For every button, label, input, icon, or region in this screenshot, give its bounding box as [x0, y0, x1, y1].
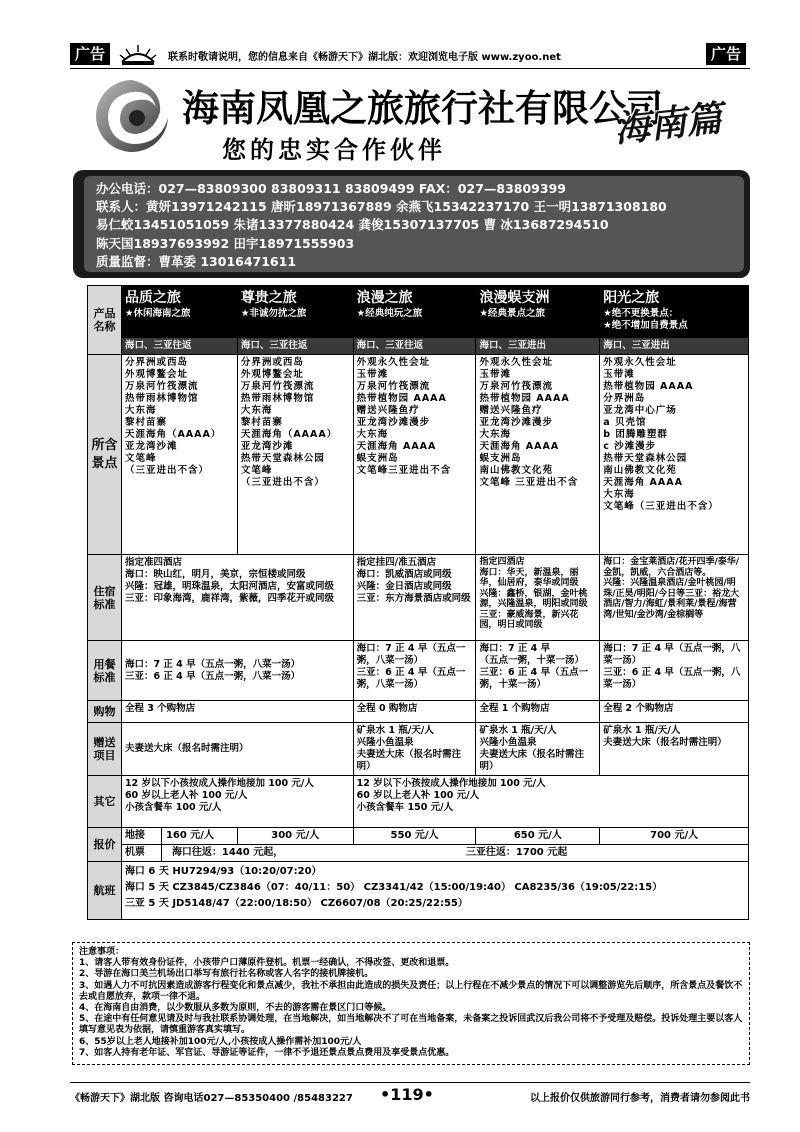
spots-row [88, 355, 749, 555]
contact-info [84, 176, 744, 272]
hotel-cell: 指定准四酒店 海口：映山红，明月，美京，宗恒楼或同级 兴隆：冠雄，明珠温泉，太阳河酒店，安富或同级 三亚：印象海湾，鹿祥湾，紫薇，四季花开或同级 [121, 555, 353, 641]
route-cell: 海口、三亚进出 [476, 338, 600, 355]
meal-row [88, 641, 749, 701]
ground-price: 700 元/人 [600, 828, 749, 845]
notes-box [72, 942, 750, 1065]
note-item: 4、在海南自由消费，以少数服从多数为原则，不去的游客需在景区门口等候。 [79, 1003, 392, 1014]
flight-line: 海口 6 天 HU7294/93（10:20/07:20） [124, 866, 322, 877]
gift-row [88, 723, 749, 776]
spots-cell: 外观永久性会址 玉带滩 万泉河竹筏漂流 热带植物园 AAAA 赠送兴隆鱼疗 亚龙湾沙滩漫步 大东海 天涯海角 AAAA 蜈支洲岛 文笔峰三亚进出不含 [353, 355, 476, 555]
product-name: 品质之旅 [124, 290, 181, 306]
page-number: •119• [380, 1085, 434, 1104]
shopping-cell: 全程 3 个购物店 [121, 701, 353, 723]
hotel-cell: 指定四酒店 海口：华天，新温泉，丽华，仙居府，泰华或同级 兴隆：鑫桥，银湖，金叶桃源，兴隆温泉，明阳或同级 三亚：豪威海景，新兴花园，明日或同级 [476, 555, 600, 641]
shop-row [88, 701, 749, 723]
spots-cell: 分界洲或西岛 外观博鳌会址 万泉河竹筏漂流 热带雨林博物馆 大东海 黎村苗寨 天涯海角（AAAA） 亚龙湾沙滩 文笔峰 （三亚进出不含） [121, 355, 237, 555]
contact-persons-line: 陈天国18937693992 田宇18971555903 [96, 235, 355, 251]
shopping-cell: 全程 0 购物店 [353, 701, 476, 723]
product-header [353, 286, 476, 338]
company-slogan: 您的忠实合作伙伴 [222, 135, 446, 164]
company-name: 海南凤凰之旅旅行社有限公司 [182, 86, 663, 130]
ground-price: 550 元/人 [353, 828, 476, 845]
footer-divider [70, 1082, 750, 1083]
meal-cell: 海口：7 正 4 早（五点一粥，八菜一汤） 三亚：6 正 4 早（五点一粥，八菜一汤） [600, 641, 749, 701]
category-flight: 航班 [88, 862, 122, 920]
ground-price: 160 元/人 [165, 830, 214, 841]
spots-cell: 分界洲或西岛 外观博鳌会址 万泉河竹筏漂流 热带雨林博物馆 大东海 黎村苗寨 天涯海角（AAAA） 亚龙湾沙滩 热带天堂森林公园 文笔峰 （三亚进出不含） [237, 355, 353, 555]
note-item: 1、请客人带有效身份证件，小孩带户口薄原件登机。机票一经确认，不得改签、更改和退票。 [79, 958, 455, 969]
other-row [88, 776, 749, 828]
flights-cell [121, 862, 748, 920]
ad-label-right: 广告 [706, 43, 746, 65]
note-item: 5、在途中有任何意见请及时与我社联系协调处理，在当地解决，如当地解决不了可在当地备案，未备案之投诉回武汉后我公司将不予受理及赔偿。投诉处理主要以客人填写意见表为依据，请慎重游客真实填写。 [79, 1014, 743, 1036]
travel-magazine-logo [118, 44, 158, 66]
category-spots: 所含景点 [88, 355, 122, 555]
category-hotel: 住宿标准 [88, 555, 122, 641]
category-product-name: 产品名称 [88, 286, 122, 355]
product-header [600, 286, 749, 338]
price-air-row [88, 845, 749, 862]
ground-price-label: 地接 [122, 828, 162, 844]
product-tag: ★休闲海南之旅 [124, 308, 191, 319]
product-name: 浪漫之旅 [356, 290, 413, 306]
office-phone-line: 办公电话：027—83809300 83809311 83809499 FAX：027—83809399 [96, 181, 566, 196]
header-divider [70, 68, 750, 69]
route-cell: 海口、三亚往返 [121, 338, 237, 355]
flight-line: 海口 5 天 CZ3845/CZ3846（07：40/11：50） CZ3341/42（15:00/19:40） CA8235/36（19:05/22:15） [124, 882, 663, 893]
product-name: 浪漫蜈支洲 [479, 290, 550, 306]
product-tag: ★经典景点之旅 [479, 308, 545, 319]
contact-persons-line: 易仁蛟13451051059 朱诸13377880424 龚俊15307137705 曹 冰13687294510 [96, 217, 609, 233]
airfare-label: 机票 [122, 845, 162, 861]
price-ground-row [88, 828, 749, 845]
page-footer [70, 1082, 750, 1110]
spots-cell: 外观永久性会址 玉带滩 万泉河竹筏漂流 热带植物园 AAAA 赠送兴隆鱼疗 亚龙湾沙滩漫步 大东海 天涯海角 AAAA 蜈支洲岛 南山佛教文化苑 文笔峰 三亚进出不含 [476, 355, 600, 555]
route-cell: 海口、三亚往返 [237, 338, 353, 355]
quality-supervisor-line: 质量监督：曹革委 13016471611 [96, 253, 297, 269]
hotel-cell: 海口：金宝莱酒店/花开四季/泰华/金凯，凯威，六合酒店等。 兴隆：兴隆温泉酒店/金叶桃园/明珠/正昊/明阳/今日等三亚：裕龙大酒店/智力/海虹/景利莱/景程/海营湾/世知/金沙湾/金棕榈等 [600, 555, 749, 641]
note-item: 3、如遇人力不可抗因素造成游客行程变化和景点减少，我社不承担由此造成的损失及责任；以上行程在不减少景点的情况下可以调整游览先后顺序，所含景点及餐饮不去或自愿放弃，款项一律不退。 [79, 980, 743, 1002]
meal-cell: 海口：7 正 4 早 （五点一粥，十菜一汤） 三亚：6 正 4 早（五点一粥，十菜一汤） [476, 641, 600, 701]
spots-cell: 外观永久性会址 玉带滩 热带植物园 AAAA 分界洲岛 亚龙湾中心广场 a 贝壳馆 b 团腾雕塑群 c 沙滩漫步 热带天堂森林公园 南山佛教文化苑 天涯海角 AAAA 大东海 文笔峰（三亚进出不含） [600, 355, 749, 555]
product-tag: ★绝不更换景点： ★绝不增加自费景点 [603, 308, 688, 331]
shopping-cell: 全程 1 个购物店 [476, 701, 600, 723]
other-cell: 12 岁以下小孩按成人操作地接加 100 元/人 60 岁以上老人补 100 元/人 小孩含餐车 150 元/人 [353, 776, 748, 828]
ground-price: 650 元/人 [476, 828, 600, 845]
gift-cell: 矿泉水 1 瓶/天/人 夫妻送大床（报名时需注明） [600, 723, 749, 776]
flight-row [88, 862, 749, 920]
flight-line: 三亚 5 天 JD5148/47（22:00/18:50） CZ6607/08（20:25/22:55） [124, 898, 468, 909]
category-meal: 用餐标准 [88, 641, 122, 701]
hotel-row [88, 555, 749, 641]
product-header [476, 286, 600, 338]
footer-disclaimer: 以上报价仅供旅游同行参考，消费者请勿参阅此书 [530, 1093, 750, 1104]
product-name-row [88, 286, 749, 338]
ground-price-cell [121, 828, 237, 845]
meal-cell: 海口：7 正 4 早（五点一粥，八菜一汤） 三亚：6 正 4 早（五点一粥，八菜一汤） [353, 641, 476, 701]
product-name: 阳光之旅 [603, 290, 660, 306]
note-item: 6、55岁以上老人地接补加100元/人,小孩按成人操作需补加100元/人 [79, 1036, 362, 1047]
category-shopping: 购物 [88, 701, 122, 723]
product-header [121, 286, 237, 338]
phoenix-swirl-logo [90, 74, 174, 158]
hotel-cell: 指定挂四/准五酒店 海口：凯威酒店或同级 兴隆：金日酒店或同级 三亚：东方海景酒店或同级 [353, 555, 476, 641]
footer-publisher: 《畅游天下》湖北版 咨询电话027—85350400 /85483227 [70, 1093, 353, 1104]
gift-cell: 夫妻送大床（报名时需注明） [121, 723, 353, 776]
contact-reference-note: 联系时敬请说明，您的信息来自《畅游天下》湖北版：欢迎浏览电子版 www.zyoo.net [168, 52, 561, 63]
meal-cell: 海口：7 正 4 早（五点一粥，八菜一汤） 三亚：6 正 4 早（五点一粥，八菜一汤） [121, 641, 353, 701]
ground-price: 300 元/人 [237, 828, 353, 845]
route-cell: 海口、三亚往返 [353, 338, 476, 355]
contact-persons-line: 联系人：黄妍13971242115 唐昕18971367889 余燕飞15342237170 王一明13871308180 [96, 199, 667, 215]
product-name: 尊贵之旅 [240, 290, 297, 306]
category-price: 报价 [88, 828, 122, 862]
airfare-sanya: 三亚往返：1700 元起 [465, 847, 568, 858]
ad-label-left: 广告 [70, 43, 110, 65]
category-gift: 赠送项目 [88, 723, 122, 776]
other-cell: 12 岁以下小孩按成人操作地接加 100 元/人 60 岁以上老人补 100 元/人 小孩含餐车 100 元/人 [121, 776, 353, 828]
notes-title: 注意事项： [79, 947, 125, 957]
route-cell: 海口、三亚进出 [600, 338, 749, 355]
category-other: 其它 [88, 776, 122, 828]
note-item: 2、导游在海口美兰机场出口举写有旅行社名称或客人名字的接机牌接机。 [79, 969, 374, 980]
product-tag: ★经典纯玩之旅 [356, 308, 423, 319]
note-item: 7、如客人持有老年证、军官证、导游证等证件，一律不予退还景点景点费用及享受景点优惠。 [79, 1047, 455, 1058]
airfare-haikou: 海口往返：1440 元起， [171, 847, 284, 858]
hainan-section-tag: 海南篇 [612, 97, 725, 151]
shopping-cell: 全程 2 个购物店 [600, 701, 749, 723]
airfare-cell [121, 845, 748, 862]
gift-cell: 矿泉水 1 瓶/天/人 兴隆小鱼温泉 夫妻送大床（报名时需注明） [476, 723, 600, 776]
product-tag: ★非诚勿扰之旅 [240, 308, 307, 319]
product-header [237, 286, 353, 338]
tour-products-table [87, 285, 749, 920]
gift-cell: 矿泉水 1 瓶/天/人 兴隆小鱼温泉 夫妻送大床（报名时需注明） [353, 723, 476, 776]
route-row [88, 338, 749, 355]
